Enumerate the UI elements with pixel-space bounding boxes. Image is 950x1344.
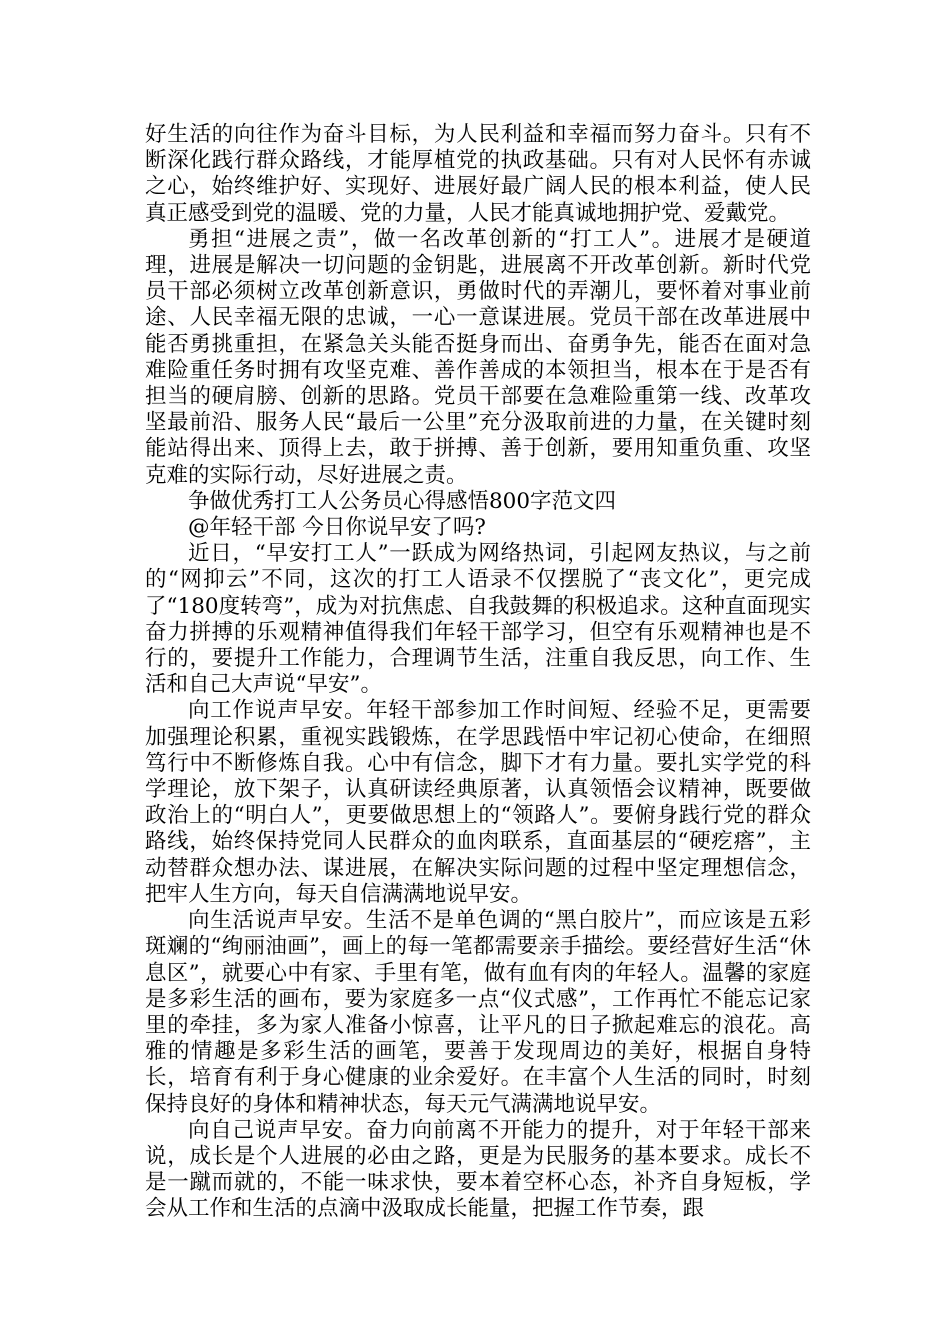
paragraph: 勇担“进展之责”，做一名改革创新的“打工人”。进展才是硬道理，进展是解决一切问题的金钥匙，进展离不开改革创新。新时代党员干部必须树立改革创新意识，勇做时代的弄潮儿，要怀着对事业前途、人民幸福无限的忠诚，一心一意谋进展。党员干部在改革进展中能否勇挑重担，在紧急关头能否挺身而出、奋勇争先，能否在面对急难险重任务时拥有攻坚克难、善作善成的本领担当，根本在于是否有担当的硬肩膀、创新的思路。党员干部要在急难险重第一线、改革攻坚最前沿、服务人民“最后一公里”充分汲取前进的力量，在关键时刻能站得出来、顶得上去，敢于拼搏、善于创新，要用知重负重、攻坚克难的实际行动，尽好进展之责。 xyxy=(145,226,811,488)
section-subtitle: @年轻干部 今日你说早安了吗? xyxy=(188,515,486,541)
paragraph: 向工作说声早安。年轻干部参加工作时间短、经验不足，更需要加强理论积累，重视实践锻炼，在学思践悟中牢记初心使命，在细照笃行中不断修炼自我。心中有信念，脚下才有力量。要扎实学党的科学理论，放下架子，认真研读经典原著，认真领悟会议精神，既要做政治上的“明白人”，更要做思想上的“领路人”。要俯身践行党的群众路线，始终保持党同人民群众的血肉联系，直面基层的“硬疙瘩”，主动替群众想办法、谋进展，在解决实际问题的过程中坚定理想信念，把牢人生方向，每天自信满满地说早安。 xyxy=(145,698,812,907)
section-title: 争做优秀打工人公务员心得感悟800字范文四 xyxy=(188,488,617,514)
paragraph: 近日，“早安打工人”一跃成为网络热词，引起网友热议，与之前的“网抑云”不同，这次的打工人语录不仅摆脱了“丧文化”，更完成了“180度转弯”，成为对抗焦虑、自我鼓舞的积极追求。这种直面现实奋力拼搏的乐观精神值得我们年轻干部学习，但空有乐观精神也是不行的，要提升工作能力，合理调节生活，注重自我反思，向工作、生活和自己大声说“早安”。 xyxy=(145,541,811,698)
paragraph: 向生活说声早安。生活不是单色调的“黑白胶片”，而应该是五彩斑斓的“绚丽油画”，画上的每一笔都需要亲手描绘。要经营好生活“休息区”，就要心中有家、手里有笔，做有血有肉的年轻人。温馨的家庭是多彩生活的画布，要为家庭多一点“仪式感”，工作再忙不能忘记家里的牵挂，多为家人准备小惊喜，让平凡的日子掀起难忘的浪花。高雅的情趣是多彩生活的画笔，要善于发现周边的美好，根据自身特长，培育有利于身心健康的业余爱好。在丰富个人生活的同时，时刻保持良好的身体和精神状态，每天元气满满地说早安。 xyxy=(145,908,811,1117)
paragraph-continuation: 好生活的向往作为奋斗目标，为人民利益和幸福而努力奋斗。只有不断深化践行群众路线，才能厚植党的执政基础。只有对人民怀有赤诚之心，始终维护好、实现好、进展好最广阔人民的根本利益，使人民真正感受到党的温暖、党的力量，人民才能真诚地拥护党、爱戴党。 xyxy=(145,122,811,226)
paragraph: 向自己说声早安。奋力向前离不开能力的提升，对于年轻干部来说，成长是个人进展的必由之路，更是为民服务的基本要求。成长不是一蹴而就的，不能一味求快，要本着空杯心态，补齐自身短板，学会从工作和生活的点滴中汲取成长能量，把握工作节奏，跟 xyxy=(145,1117,811,1222)
document-body xyxy=(145,122,811,1223)
